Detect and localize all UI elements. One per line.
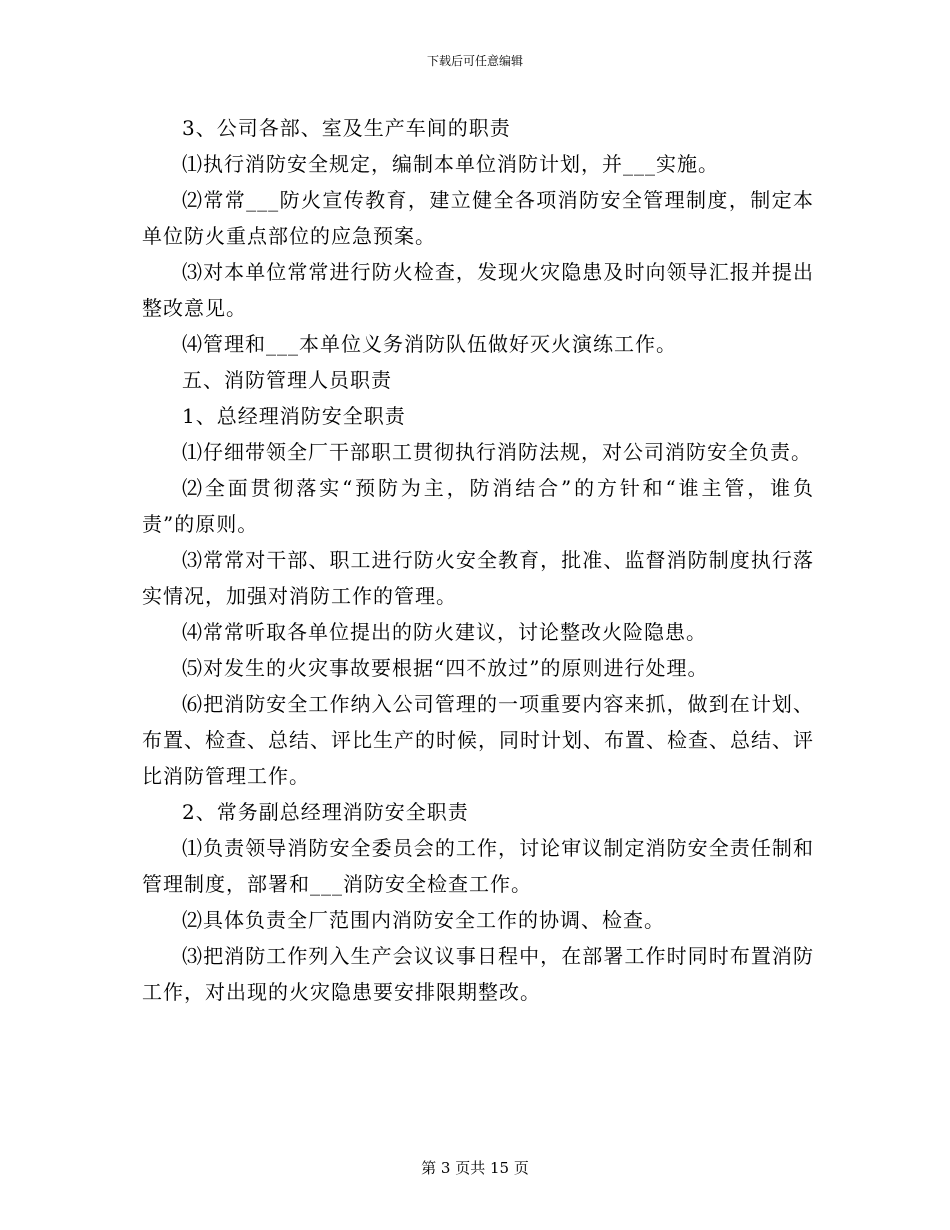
paragraph: ⑵常常___防火宣传教育，建立健全各项消防安全管理制度，制定本单位防火重点部位的应急预案。 <box>142 188 814 248</box>
paragraph: ⑵全面贯彻落实“预防为主，防消结合”的方针和“谁主管，谁负责”的原则。 <box>142 476 814 536</box>
section-heading: 五、消防管理人员职责 <box>182 368 392 392</box>
paragraph: ⑶常常对干部、职工进行防火安全教育，批准、监督消防制度执行落实情况，加强对消防工作的管理。 <box>142 548 814 608</box>
paragraph: ⑹把消防安全工作纳入公司管理的一项重要内容来抓，做到在计划、布置、检查、总结、评比生产的时候，同时计划、布置、检查、总结、评比消防管理工作。 <box>142 692 814 788</box>
page-number: 第 3 页共 15 页 <box>421 1159 529 1177</box>
paragraph: ⑷管理和___本单位义务消防队伍做好灭火演练工作。 <box>182 332 677 356</box>
paragraph: 3、公司各部、室及生产车间的职责 <box>182 116 511 140</box>
paragraph: ⑶把消防工作列入生产会议议事日程中，在部署工作时同时布置消防工作，对出现的火灾隐患要安排限期整改。 <box>142 944 814 1004</box>
paragraph: ⑵具体负责全厂范围内消防安全工作的协调、检查。 <box>182 908 665 932</box>
paragraph: ⑴负责领导消防安全委员会的工作，讨论审议制定消防安全责任制和管理制度，部署和___消防安全检查工作。 <box>142 836 814 896</box>
paragraph: ⑸对发生的火灾事故要根据“四不放过”的原则进行处理。 <box>182 656 709 680</box>
paragraph: ⑴仔细带领全厂干部职工贯彻执行消防法规，对公司消防安全负责。 <box>182 440 812 464</box>
paragraph: ⑴执行消防安全规定，编制本单位消防计划，并___实施。 <box>182 152 719 176</box>
paragraph: ⑶对本单位常常进行防火检查，发现火灾隐患及时向领导汇报并提出整改意见。 <box>142 260 814 320</box>
paragraph: ⑷常常听取各单位提出的防火建议，讨论整改火险隐患。 <box>182 620 707 644</box>
page-header: 下载后可任意编辑 <box>426 54 523 68</box>
subsection-heading: 2、常务副总经理消防安全职责 <box>182 800 469 824</box>
subsection-heading: 1、总经理消防安全职责 <box>182 404 406 428</box>
document-body <box>142 110 814 1010</box>
